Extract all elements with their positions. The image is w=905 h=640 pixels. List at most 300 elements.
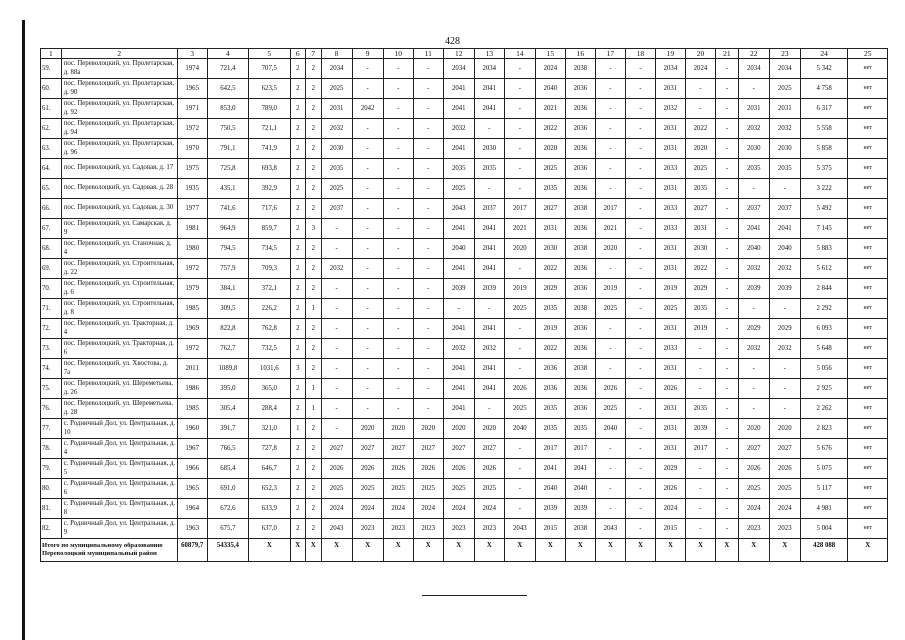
- table-cell: 1969: [177, 319, 207, 339]
- table-cell: 2041: [443, 99, 474, 119]
- table-cell: -: [352, 239, 383, 259]
- table-cell: 2: [290, 519, 306, 539]
- table-cell: -: [625, 299, 655, 319]
- table-cell: 2039: [769, 279, 800, 299]
- address-cell: пос. Переволоцкий, ул. Шереметьева, д. 28: [61, 399, 177, 419]
- table-row: [41, 319, 888, 339]
- table-cell: 2: [290, 139, 306, 159]
- table-row: [41, 379, 888, 399]
- table-cell: 2026: [769, 459, 800, 479]
- column-header: 15: [535, 49, 565, 59]
- table-cell: 2030: [321, 139, 352, 159]
- total-cell: X: [685, 539, 715, 562]
- table-cell: 2035: [535, 299, 565, 319]
- table-cell: -: [715, 499, 738, 519]
- table-cell: 1: [306, 379, 322, 399]
- table-cell: 2041: [474, 379, 504, 399]
- table-cell: 1985: [177, 399, 207, 419]
- table-cell: 7 145: [800, 219, 848, 239]
- table-cell: 734,5: [249, 239, 290, 259]
- table-cell: 859,7: [249, 219, 290, 239]
- table-cell: -: [715, 479, 738, 499]
- table-cell: 2035: [321, 159, 352, 179]
- table-cell: 1980: [177, 239, 207, 259]
- table-cell: нет: [848, 519, 888, 539]
- table-cell: -: [715, 299, 738, 319]
- table-cell: 2: [290, 299, 306, 319]
- table-cell: 2032: [443, 119, 474, 139]
- table-cell: -: [383, 159, 413, 179]
- table-cell: -: [625, 59, 655, 79]
- table-cell: 2022: [685, 119, 715, 139]
- table-cell: нет: [848, 499, 888, 519]
- table-cell: 2024: [769, 499, 800, 519]
- table-cell: 2025: [321, 79, 352, 99]
- table-cell: 2026: [655, 379, 685, 399]
- table-cell: 2023: [352, 519, 383, 539]
- address-cell: пос. Переволоцкий, ул. Пролетарская, д. 96: [61, 139, 177, 159]
- table-cell: 2039: [443, 279, 474, 299]
- table-cell: 2027: [352, 439, 383, 459]
- address-cell: пос. Переволоцкий, ул. Строительная, д. 6: [61, 279, 177, 299]
- column-number-row: [41, 49, 888, 59]
- table-row: [41, 399, 888, 419]
- table-cell: -: [595, 479, 625, 499]
- row-number-cell: 68.: [41, 239, 62, 259]
- table-cell: -: [504, 479, 535, 499]
- table-cell: 2036: [565, 279, 595, 299]
- table-cell: -: [625, 459, 655, 479]
- row-number-cell: 61.: [41, 99, 62, 119]
- table-cell: 2024: [383, 499, 413, 519]
- table-cell: 2035: [769, 159, 800, 179]
- table-cell: 2029: [738, 319, 769, 339]
- table-cell: -: [715, 279, 738, 299]
- table-cell: 1985: [177, 299, 207, 319]
- table-cell: -: [504, 99, 535, 119]
- table-cell: 372,1: [249, 279, 290, 299]
- table-cell: -: [715, 319, 738, 339]
- table-cell: 1965: [177, 479, 207, 499]
- table-cell: -: [383, 99, 413, 119]
- table-cell: -: [715, 199, 738, 219]
- table-cell: 3: [290, 359, 306, 379]
- table-cell: 2032: [321, 119, 352, 139]
- table-cell: 2031: [769, 99, 800, 119]
- total-cell: X: [595, 539, 625, 562]
- table-cell: 691,0: [207, 479, 248, 499]
- table-cell: 2: [290, 379, 306, 399]
- table-cell: 2036: [535, 379, 565, 399]
- table-cell: 2040: [565, 479, 595, 499]
- table-cell: 5 492: [800, 199, 848, 219]
- table-cell: 2032: [738, 259, 769, 279]
- table-cell: 2024: [352, 499, 383, 519]
- table-cell: -: [383, 399, 413, 419]
- table-cell: 2025: [595, 399, 625, 419]
- table-cell: 1935: [177, 179, 207, 199]
- table-cell: -: [715, 339, 738, 359]
- table-cell: 1: [290, 419, 306, 439]
- table-cell: 2041: [474, 79, 504, 99]
- row-number-cell: 59.: [41, 59, 62, 79]
- address-cell: с. Родничный Дол, ул. Центральная, д. 9: [61, 519, 177, 539]
- row-number-cell: 82.: [41, 519, 62, 539]
- table-cell: 964,9: [207, 219, 248, 239]
- table-cell: 675,7: [207, 519, 248, 539]
- address-cell: с. Родничный Дол, ул. Центральная, д. 5: [61, 459, 177, 479]
- table-cell: -: [413, 259, 443, 279]
- table-cell: 2027: [769, 439, 800, 459]
- table-cell: 2026: [352, 459, 383, 479]
- table-cell: 2024: [474, 499, 504, 519]
- table-cell: 2: [306, 119, 322, 139]
- table-cell: 2020: [352, 419, 383, 439]
- column-header: 8: [321, 49, 352, 59]
- table-cell: -: [383, 139, 413, 159]
- table-cell: -: [383, 119, 413, 139]
- table-cell: 2: [306, 459, 322, 479]
- table-cell: 2036: [565, 139, 595, 159]
- table-cell: -: [715, 179, 738, 199]
- table-cell: 2036: [565, 119, 595, 139]
- table-cell: 2031: [655, 139, 685, 159]
- table-cell: 1970: [177, 139, 207, 159]
- column-header: 21: [715, 49, 738, 59]
- table-cell: 822,8: [207, 319, 248, 339]
- table-cell: 6 317: [800, 99, 848, 119]
- table-cell: 2020: [413, 419, 443, 439]
- table-cell: 642,5: [207, 79, 248, 99]
- table-cell: 2031: [685, 219, 715, 239]
- table-cell: -: [595, 119, 625, 139]
- table-cell: 2023: [413, 519, 443, 539]
- table-cell: -: [595, 359, 625, 379]
- table-cell: -: [352, 319, 383, 339]
- table-cell: -: [715, 159, 738, 179]
- table-cell: 2041: [443, 379, 474, 399]
- table-cell: -: [769, 379, 800, 399]
- row-number-cell: 74.: [41, 359, 62, 379]
- table-cell: 3 222: [800, 179, 848, 199]
- table-cell: 1972: [177, 259, 207, 279]
- table-row: [41, 119, 888, 139]
- table-cell: -: [413, 219, 443, 239]
- table-cell: -: [685, 79, 715, 99]
- table-cell: -: [413, 359, 443, 379]
- table-cell: 757,9: [207, 259, 248, 279]
- total-cell: X: [474, 539, 504, 562]
- address-cell: с. Родничный Дол, ул. Центральная, д. 10: [61, 419, 177, 439]
- table-cell: 646,7: [249, 459, 290, 479]
- table-cell: 2015: [535, 519, 565, 539]
- table-cell: 2039: [535, 499, 565, 519]
- table-cell: 2032: [769, 339, 800, 359]
- table-cell: 2034: [769, 59, 800, 79]
- total-cell: X: [715, 539, 738, 562]
- table-cell: -: [738, 399, 769, 419]
- table-cell: 2031: [655, 399, 685, 419]
- table-cell: 2: [290, 179, 306, 199]
- table-cell: 2025: [443, 479, 474, 499]
- address-cell: пос. Переволоцкий, ул. Садовая, д. 28: [61, 179, 177, 199]
- table-cell: 623,5: [249, 79, 290, 99]
- table-cell: -: [715, 399, 738, 419]
- total-cell: X: [321, 539, 352, 562]
- table-cell: 2020: [595, 239, 625, 259]
- table-cell: 2: [290, 259, 306, 279]
- table-cell: -: [625, 219, 655, 239]
- table-row: [41, 159, 888, 179]
- table-cell: 2025: [769, 479, 800, 499]
- table-cell: -: [715, 379, 738, 399]
- table-cell: 2017: [504, 199, 535, 219]
- table-cell: нет: [848, 279, 888, 299]
- table-cell: 2033: [655, 339, 685, 359]
- table-cell: нет: [848, 79, 888, 99]
- table-row: [41, 239, 888, 259]
- table-cell: 2041: [474, 99, 504, 119]
- table-cell: 2036: [565, 339, 595, 359]
- table-cell: -: [413, 119, 443, 139]
- total-cell: X: [443, 539, 474, 562]
- table-cell: 2027: [413, 439, 443, 459]
- table-cell: 2022: [535, 119, 565, 139]
- table-cell: 2: [306, 519, 322, 539]
- table-cell: -: [625, 99, 655, 119]
- table-cell: 1964: [177, 499, 207, 519]
- column-header: 23: [769, 49, 800, 59]
- table-cell: 2030: [535, 239, 565, 259]
- table-cell: 1981: [177, 219, 207, 239]
- table-cell: -: [413, 159, 443, 179]
- table-cell: 707,5: [249, 59, 290, 79]
- table-cell: 4 758: [800, 79, 848, 99]
- table-cell: 2043: [504, 519, 535, 539]
- table-cell: 2: [290, 479, 306, 499]
- table-cell: 709,3: [249, 259, 290, 279]
- table-cell: 2040: [535, 79, 565, 99]
- table-cell: -: [625, 119, 655, 139]
- table-cell: 2031: [655, 319, 685, 339]
- column-header: 14: [504, 49, 535, 59]
- table-cell: 2: [306, 359, 322, 379]
- table-cell: -: [715, 119, 738, 139]
- total-cell: 60879,7: [177, 539, 207, 562]
- table-cell: 2034: [443, 59, 474, 79]
- table-cell: -: [413, 239, 443, 259]
- table-cell: 2029: [535, 279, 565, 299]
- table-cell: 789,0: [249, 99, 290, 119]
- table-cell: 2041: [738, 219, 769, 239]
- table-cell: 2: [290, 79, 306, 99]
- table-cell: 2: [290, 59, 306, 79]
- table-cell: 226,2: [249, 299, 290, 319]
- table-cell: 3: [306, 219, 322, 239]
- table-cell: -: [715, 439, 738, 459]
- table-cell: -: [504, 139, 535, 159]
- table-cell: -: [595, 99, 625, 119]
- table-cell: 2024: [685, 59, 715, 79]
- table-cell: -: [474, 179, 504, 199]
- table-cell: 2021: [595, 219, 625, 239]
- table-cell: -: [625, 259, 655, 279]
- address-cell: пос. Переволоцкий, ул. Пролетарская, д. 88а: [61, 59, 177, 79]
- table-cell: 2: [306, 419, 322, 439]
- table-cell: 2: [290, 279, 306, 299]
- table-cell: 750,5: [207, 119, 248, 139]
- table-cell: 1: [306, 299, 322, 319]
- table-cell: 2027: [383, 439, 413, 459]
- table-cell: -: [504, 59, 535, 79]
- table-cell: 2036: [565, 259, 595, 279]
- column-header: 24: [800, 49, 848, 59]
- table-cell: 717,6: [249, 199, 290, 219]
- table-cell: 2024: [321, 499, 352, 519]
- table-cell: -: [625, 359, 655, 379]
- table-cell: 5 075: [800, 459, 848, 479]
- table-cell: 2020: [535, 139, 565, 159]
- table-cell: -: [595, 259, 625, 279]
- table-cell: 791,1: [207, 139, 248, 159]
- table-cell: 2040: [535, 479, 565, 499]
- total-row: [41, 539, 888, 562]
- table-cell: 2036: [565, 399, 595, 419]
- address-cell: пос. Переволоцкий, ул. Пролетарская, д. 90: [61, 79, 177, 99]
- table-cell: 1972: [177, 119, 207, 139]
- row-number-cell: 73.: [41, 339, 62, 359]
- table-row: [41, 439, 888, 459]
- footer-divider: [422, 595, 527, 596]
- row-number-cell: 72.: [41, 319, 62, 339]
- table-cell: 1965: [177, 79, 207, 99]
- table-cell: 2019: [685, 319, 715, 339]
- table-cell: 2041: [443, 399, 474, 419]
- page-number: 428: [445, 36, 460, 47]
- table-cell: 2023: [769, 519, 800, 539]
- column-header: 7: [306, 49, 322, 59]
- table-cell: 2033: [655, 199, 685, 219]
- table-cell: 2: [306, 279, 322, 299]
- table-cell: 2038: [565, 299, 595, 319]
- table-cell: 4 981: [800, 499, 848, 519]
- table-cell: 2: [306, 159, 322, 179]
- table-cell: 2035: [535, 399, 565, 419]
- table-cell: 5 858: [800, 139, 848, 159]
- table-cell: 693,8: [249, 159, 290, 179]
- table-cell: -: [413, 199, 443, 219]
- table-cell: 309,5: [207, 299, 248, 319]
- table-cell: -: [413, 399, 443, 419]
- table-cell: -: [413, 379, 443, 399]
- address-cell: пос. Переволоцкий, ул. Тракторная, д. 4: [61, 319, 177, 339]
- table-cell: -: [685, 359, 715, 379]
- table-cell: 1967: [177, 439, 207, 459]
- total-cell: X: [383, 539, 413, 562]
- table-cell: 2032: [769, 119, 800, 139]
- table-cell: 2031: [655, 359, 685, 379]
- table-cell: 395,0: [207, 379, 248, 399]
- table-cell: 2026: [321, 459, 352, 479]
- table-cell: 2026: [383, 459, 413, 479]
- address-cell: с. Родничный Дол, ул. Центральная, д. 6: [61, 479, 177, 499]
- table-cell: -: [474, 399, 504, 419]
- column-header: 11: [413, 49, 443, 59]
- table-cell: 2: [290, 119, 306, 139]
- table-cell: 2037: [474, 199, 504, 219]
- table-cell: -: [413, 79, 443, 99]
- column-header: 6: [290, 49, 306, 59]
- table-cell: 2: [306, 179, 322, 199]
- table-cell: -: [413, 179, 443, 199]
- table-cell: -: [769, 179, 800, 199]
- table-cell: нет: [848, 339, 888, 359]
- total-cell: X: [413, 539, 443, 562]
- table-cell: 2030: [738, 139, 769, 159]
- table-cell: нет: [848, 479, 888, 499]
- table-cell: 2025: [443, 179, 474, 199]
- table-cell: 2040: [769, 239, 800, 259]
- table-cell: 741,6: [207, 199, 248, 219]
- table-cell: 2030: [685, 239, 715, 259]
- table-cell: 2: [306, 479, 322, 499]
- table-cell: 2037: [738, 199, 769, 219]
- table-cell: 2032: [474, 339, 504, 359]
- table-cell: 2027: [474, 439, 504, 459]
- table-cell: 2036: [565, 79, 595, 99]
- table-cell: -: [352, 59, 383, 79]
- table-header: [41, 49, 888, 59]
- table-cell: 2032: [321, 259, 352, 279]
- table-cell: 741,9: [249, 139, 290, 159]
- table-cell: 2017: [535, 439, 565, 459]
- table-cell: 2035: [685, 179, 715, 199]
- table-cell: 2020: [769, 419, 800, 439]
- table-cell: 435,1: [207, 179, 248, 199]
- table-cell: 2027: [685, 199, 715, 219]
- table-cell: -: [625, 139, 655, 159]
- column-header: 25: [848, 49, 888, 59]
- table-cell: 5 004: [800, 519, 848, 539]
- table-cell: -: [352, 339, 383, 359]
- table-cell: 853,0: [207, 99, 248, 119]
- address-cell: пос. Переволоцкий, ул. Шереметьева, д. 26: [61, 379, 177, 399]
- table-cell: 1966: [177, 459, 207, 479]
- table-cell: 2025: [535, 159, 565, 179]
- table-cell: 2029: [769, 319, 800, 339]
- total-cell: X: [352, 539, 383, 562]
- table-row: [41, 199, 888, 219]
- table-cell: -: [595, 439, 625, 459]
- table-cell: 2037: [321, 199, 352, 219]
- table-cell: -: [625, 179, 655, 199]
- table-cell: -: [383, 299, 413, 319]
- table-cell: -: [352, 179, 383, 199]
- table-cell: 2021: [504, 219, 535, 239]
- table-body: [41, 59, 888, 562]
- table-cell: -: [321, 419, 352, 439]
- table-cell: 2036: [565, 319, 595, 339]
- table-cell: -: [715, 459, 738, 479]
- table-cell: 2041: [535, 459, 565, 479]
- table-row: [41, 219, 888, 239]
- table-cell: 2025: [352, 479, 383, 499]
- table-cell: -: [383, 239, 413, 259]
- table-cell: 2023: [474, 519, 504, 539]
- table-cell: 2035: [565, 419, 595, 439]
- table-cell: -: [685, 499, 715, 519]
- table-cell: 2020: [474, 419, 504, 439]
